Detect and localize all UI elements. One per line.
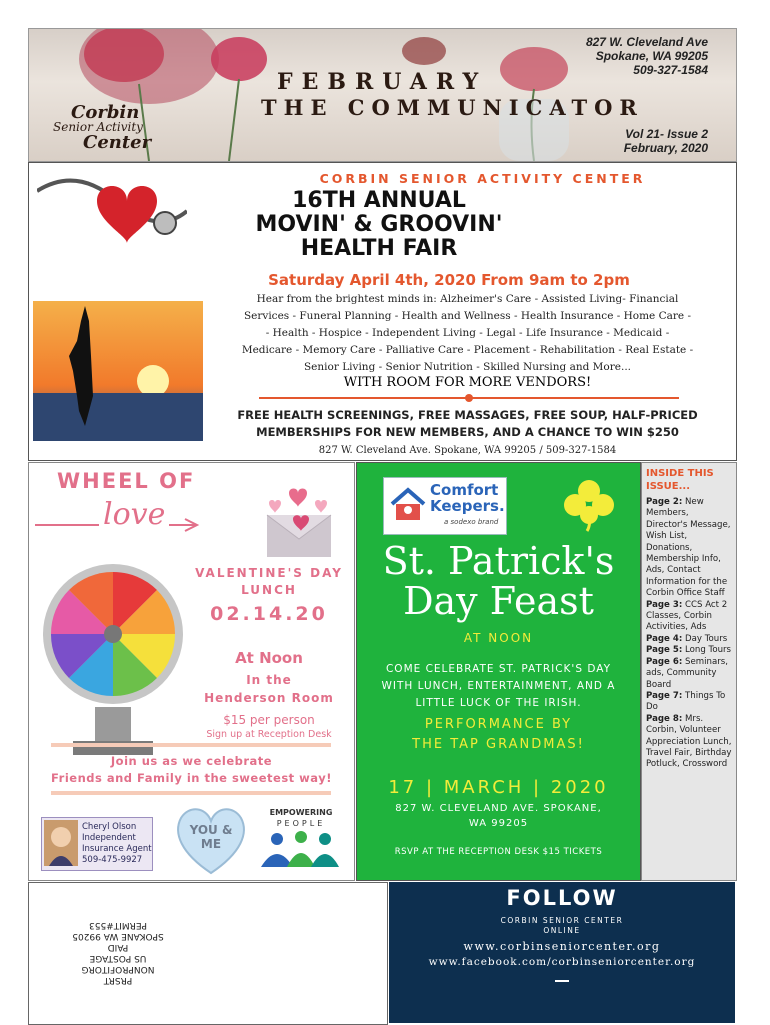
indicia-line: PAID <box>107 942 129 952</box>
perf-line1: PERFORMANCE BY <box>424 717 573 732</box>
free-line: MEMBERSHIPS FOR NEW MEMBERS, AND A CHANCE TO WIN $250 <box>256 425 679 439</box>
fair-date: Saturday April 4th, 2020 From 9am to 2pm <box>268 271 630 289</box>
valentines-place <box>189 671 349 707</box>
page-topics: Mrs. Corbin, Volunteer Appreciation Lunch, Travel Fair, Birthday Potluck, Crossword <box>646 713 732 770</box>
performance <box>357 715 640 755</box>
people-figures-icon <box>255 831 347 871</box>
page-label: Page 4: <box>646 633 683 644</box>
fair-title-line3: HEALTH FAIR <box>300 236 458 261</box>
city-line: Spokane, WA 99205 <box>595 49 708 63</box>
rsvp-note: RSVP AT THE RECEPTION DESK $15 TICKETS <box>394 847 603 857</box>
heading-line1: INSIDE THIS <box>646 468 714 479</box>
valentines-section <box>28 462 355 881</box>
page-topics: Long Tours <box>685 645 732 656</box>
valentines-event <box>189 565 349 599</box>
fair-org-name: CORBIN SENIOR ACTIVITY CENTER <box>319 171 646 186</box>
contents-item <box>646 634 732 645</box>
page-label: Page 7: <box>646 690 683 701</box>
page-topics: Things To Do <box>646 690 726 713</box>
fair-title <box>229 189 529 261</box>
heart-line1: YOU & <box>189 823 233 837</box>
event-line2: LUNCH <box>241 583 297 597</box>
agent-phone: 509-475-9927 <box>82 855 143 865</box>
prize-wheel-image <box>33 559 193 759</box>
logo-corbin: Corbin <box>71 102 140 123</box>
logo-center: Center <box>83 132 152 153</box>
issue-number: Vol 21- Issue 2 <box>625 127 708 141</box>
signup-note: Sign up at Reception Desk <box>206 729 332 740</box>
ck-line2: Keepers. <box>430 497 505 515</box>
st-patricks-title <box>357 541 640 621</box>
inside-heading <box>646 467 714 493</box>
candy-heart-text <box>171 823 251 851</box>
masthead <box>28 28 737 162</box>
page-topics: CCS Act 2 Classes, Corbin Activities, Ads <box>646 599 728 633</box>
title-line2: Day Feast <box>403 579 594 623</box>
valentines-price: $15 per person <box>223 713 315 727</box>
invite-line: WITH LUNCH, ENTERTAINMENT, AND A <box>381 680 616 692</box>
agent-photo <box>44 820 78 866</box>
sub-line2: ONLINE <box>543 926 581 935</box>
contents-item <box>646 691 732 714</box>
divider-line <box>259 393 679 403</box>
page-label: Page 5: <box>646 645 683 656</box>
shamrock-icon <box>561 477 617 533</box>
love-script: love <box>99 497 169 532</box>
inside-this-issue <box>641 462 737 881</box>
fair-title-line2: MOVIN' & GROOVIN' <box>255 212 503 237</box>
issue-contents <box>646 497 732 771</box>
place-line2: Henderson Room <box>204 691 334 705</box>
patricks-invite <box>357 661 640 712</box>
valentines-date: 02.14.20 <box>210 603 328 625</box>
agent-title: Independent <box>82 833 136 843</box>
contents-item <box>646 657 732 691</box>
desc-line: Hear from the brightest minds in: Alzheimer's Care - Assisted Living- Financial <box>256 293 679 305</box>
envelope-hearts-icon <box>249 473 349 563</box>
empower-line1: EMPOWERING <box>269 808 333 817</box>
indicia-line: PERMIT#553 <box>89 920 148 930</box>
desc-line: Services - Funeral Planning - Health and Wellness - Health Insurance - Home Care - <box>243 310 692 322</box>
phone-line: 509-327-1584 <box>633 63 708 77</box>
patricks-time: AT NOON <box>463 631 534 645</box>
agent-name: Cheryl Olson <box>82 822 137 832</box>
more-vendors: WITH ROOM FOR MORE VENDORS! <box>343 375 592 390</box>
fair-description <box>199 291 736 376</box>
patricks-address <box>357 801 640 831</box>
join-line2: Friends and Family in the sweetest way! <box>51 771 332 785</box>
postage-indicia <box>61 919 175 985</box>
page-label: Page 8: <box>646 713 683 724</box>
divider-dash <box>555 980 569 982</box>
page-topics: Day Tours <box>685 633 728 644</box>
issue-date: February, 2020 <box>623 141 708 155</box>
ck-subtitle: a sodexo brand <box>444 518 499 526</box>
issue-info <box>624 127 708 155</box>
page-label: Page 6: <box>646 656 683 667</box>
yoga-sunset-image <box>33 301 203 441</box>
indicia-line: NONPROFITORG <box>81 964 155 974</box>
divider-bar <box>51 743 331 747</box>
contents-item <box>646 714 732 771</box>
contents-item <box>646 600 732 634</box>
corbin-logo <box>53 102 152 153</box>
free-line: FREE HEALTH SCREENINGS, FREE MASSAGES, FREE SOUP, HALF-PRICED <box>237 408 698 422</box>
heart-line2: ME <box>200 837 222 851</box>
join-line1: Join us as we celebrate <box>110 754 273 768</box>
invite-line: COME CELEBRATE ST. PATRICK'S DAY <box>385 663 612 675</box>
join-message <box>29 753 354 787</box>
website-link[interactable]: www.corbinseniorcenter.org <box>463 940 661 953</box>
empower-line2: PEOPLE <box>276 819 326 828</box>
house-icon <box>388 484 428 524</box>
agent-title: Insurance Agent <box>82 844 152 854</box>
st-patricks-section <box>356 462 641 881</box>
indicia-line: PRSRT <box>103 975 133 985</box>
health-fair-section <box>28 162 737 461</box>
comfort-keepers-logo <box>383 477 507 535</box>
logo-senior-activity: Senior Activity <box>53 120 143 134</box>
newsletter-title: THE COMMUNICATOR <box>261 95 644 120</box>
contents-item <box>646 497 732 600</box>
agent-ad <box>41 817 153 871</box>
desc-line: Medicare - Memory Care - Palliative Care - Placement - Rehabilitation - Real Estate - <box>241 344 694 356</box>
event-line1: VALENTINE'S DAY <box>195 566 343 580</box>
facebook-link[interactable]: www.facebook.com/corbinseniorcenter.org <box>428 956 696 968</box>
place-line1: In the <box>246 673 292 687</box>
sub-line1: CORBIN SENIOR CENTER <box>500 916 624 925</box>
title-line1: St. Patrick's <box>382 539 615 583</box>
contents-item <box>646 645 732 656</box>
follow-title: FOLLOW <box>506 886 618 910</box>
follow-subtitle <box>389 916 735 936</box>
indicia-line: SPOKANE WA 99205 <box>72 931 164 941</box>
addr-line2: WA 99205 <box>468 818 529 829</box>
header-address <box>586 35 708 77</box>
page-topics: Seminars, ads, Community Board <box>646 656 728 690</box>
page-label: Page 3: <box>646 599 683 610</box>
postal-area <box>28 882 388 1025</box>
divider-bar <box>51 791 331 795</box>
page-label: Page 2: <box>646 497 683 507</box>
month-title: FEBRUARY <box>277 69 488 95</box>
wheel-title: WHEEL OF <box>57 469 196 493</box>
address-line: 827 W. Cleveland Ave <box>585 35 708 49</box>
fair-address: 827 W. Cleveland Ave. Spokane, WA 99205 / 509-327-1584 <box>318 445 617 456</box>
desc-line: Senior Living - Senior Nutrition - Skilled Nursing and More... <box>303 361 631 373</box>
free-offers <box>199 407 736 441</box>
empowering-logo <box>251 807 351 829</box>
addr-line1: 827 W. CLEVELAND AVE. SPOKANE, <box>395 803 602 814</box>
patricks-date: 17 | MARCH | 2020 <box>388 777 609 798</box>
ck-line1: Comfort <box>430 481 499 499</box>
perf-line2: THE TAP GRANDMAS! <box>412 737 585 752</box>
desc-line: - Health - Hospice - Independent Living - Legal - Life Insurance - Medicaid - <box>265 327 670 339</box>
follow-online-section <box>389 882 735 1023</box>
page-topics: New Members, Director's Message, Wish List, Donations, Membership Info, Ads, Contact Information for the Corbin Office Staff <box>646 497 731 599</box>
indicia-line: US POSTAGE <box>89 953 147 963</box>
valentines-time: At Noon <box>235 649 303 667</box>
heading-line2: ISSUE... <box>646 481 691 492</box>
invite-line: LITTLE LUCK OF THE IRISH. <box>415 697 582 709</box>
fair-title-line1: 16TH ANNUAL <box>292 188 466 213</box>
